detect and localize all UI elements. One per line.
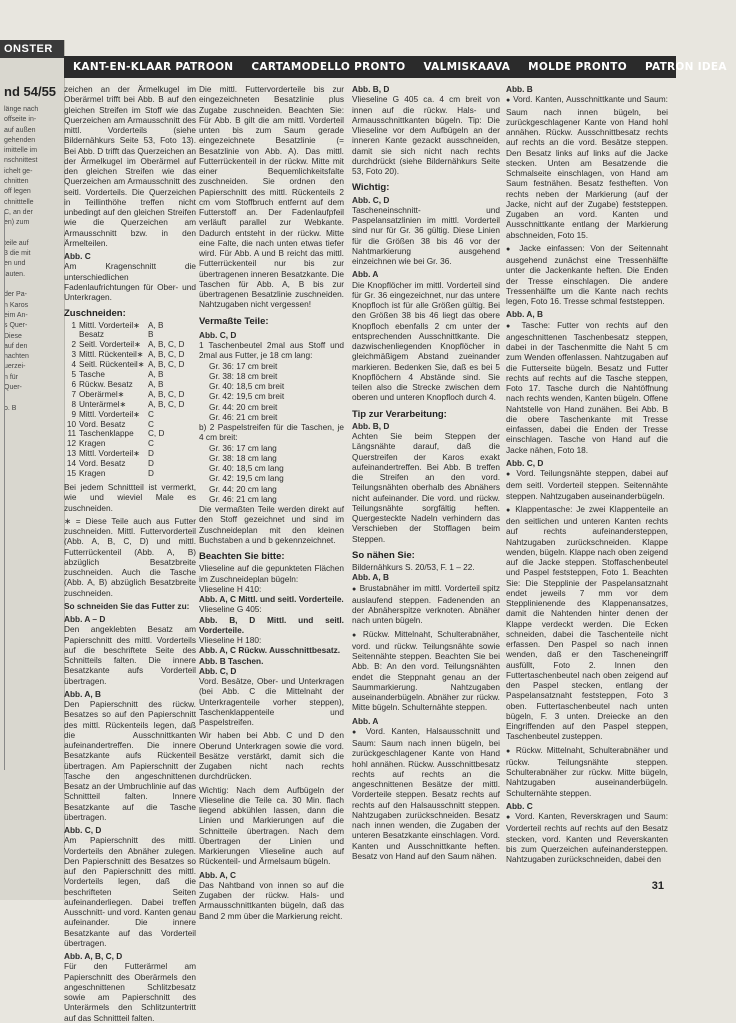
part-name: Mittl. Vorderteil∗ (79, 449, 141, 459)
part-name: Mittl. Rückenteil∗ (79, 350, 144, 360)
size-item: Gr. 46: 21 cm breit (209, 411, 278, 422)
paragraph: Achten Sie beim Steppen der Längsnähte darauf, daß die Querstreifen der Karos exakt aufeinandertreffen. Bei Abb. B treffen die Streifen an den vord. Teilungsnähten oberhalb des Abnähers nicht aufeinander. Die vord. und rückw. Teilungsnähte sorgfältig heften. Quergesteckte Nadeln verhindern das Verschieben der Stofflagen beim Steppen. (352, 431, 500, 544)
figure-ref: Abb. B (506, 84, 533, 94)
paragraph: Die mittl. Futtervorderteile bis zur eingezeichneten Besatzlinie plus Zugabe zuschneiden. Beachten Sie: Für Abb. B gilt die am mittl. Vorderteil unten bis zum Saum gerade eingezeichnete Besatzlinie (= Besatzlinie von Abb. A). Das mittl. Futterrückenteil in der rückw. Mitte mit einer Bequemlichkeitsfalte zuschneiden. Sie ordnen den Papierschnitt des mittl. Rückenteils 2 cm vom Stoffbruch entfernt auf dem Futterstoff an. Der Fadenlaufpfeil verläuft parallel zur Webkante. Dadurch entsteht in der rückw. Mitte eine Falte, die nach unten etwas tiefer wird. Für Abb. A und B reicht das mittl. Futterrückenteil nur bis zur übertragenen inneren Besatzkante. Die Taschen für Abb. A, B bis zur übertragenen Besatzlinie zuschneiden. Nahtzugaben nicht vergessen! (199, 84, 344, 310)
interfacing-line: Abb. A, C Rückw. Ausschnittbesatz. (199, 645, 341, 656)
previous-page-line: Diese (4, 332, 22, 340)
paragraph: Bei jedem Schnittteil ist vermerkt, wie und wieviel Male es zuschneiden. (64, 482, 196, 513)
previous-page-line: ichelt ge- (4, 167, 33, 175)
part-views: A, B, C, D (148, 399, 185, 409)
part-name: Seitl. Rückenteil∗ (79, 360, 145, 370)
part-number (64, 330, 79, 340)
parts-row (64, 330, 196, 340)
part-number: 14 (66, 459, 76, 469)
banner-label: PATRON IDEA (644, 61, 727, 73)
previous-page-line: en) zum (4, 219, 30, 227)
section-heading: Vermaßte Teile: (199, 315, 269, 327)
paragraph: Die Knopflöcher im mittl. Vorderteil sind für Gr. 36 eingezeichnet, nur das untere Knopfloch ist für alle Größen gültig. Bei den Größen 38 bis 46 liegt das obere Knopfloch ebenfalls 2 cm unter der entsprechenden Ausschnittkante. Die dazwischenliegenden Knopflöcher in gleichmäßigem Abstand zueinander markieren. Bedenken Sie, daß es bei 5 Knopflöchern 4 Abstände sind. Sie teilen also die Strecke zwischen dem oberen und unteren Knopfloch durch 4. (352, 279, 500, 403)
previous-page-line: C, an der (4, 208, 33, 216)
parts-row (64, 459, 196, 469)
part-views: C (148, 419, 154, 429)
paragraph: Den angeklebten Besatz am Papierschnitt des mittl. Vorderteils auf die beschriftete Seite des Schnitteils falten. Die innere Besatzkante aufs Vorderteil übertragen. (64, 624, 196, 686)
previous-page-line: s Quer- (4, 322, 28, 330)
part-views: D (148, 469, 154, 479)
step-paragraph: ● Jacke einfassen: Von der Seitennaht ausgehend zunächst eine Tressenhälfte unter die Jackenkante heften. Die Enden der Tresse einschlagen. Die andere Tressenhälfte um die Kante nach rechts legen, Foto 16. Tresse schmal feststeppen. (506, 243, 668, 307)
previous-page-line: gehenden (4, 136, 36, 144)
parts-row (64, 439, 196, 449)
interfacing-type: Vlieseline H 180: (199, 635, 262, 645)
part-views: C (148, 409, 154, 419)
size-item: Gr. 42: 19,5 cm breit (209, 391, 285, 402)
previous-page-line: teile auf (4, 239, 29, 247)
part-name: Unterärmel∗ (79, 399, 127, 409)
figure-ref: Abb. B, D (352, 420, 390, 431)
text-column-3 (352, 84, 500, 880)
size-item: Gr. 38: 18 cm breit (209, 370, 278, 381)
size-item: Gr. 40: 18,5 cm breit (209, 381, 285, 391)
part-number: 2 (71, 340, 76, 350)
parts-row (64, 390, 196, 400)
paragraph: Wir haben bei Abb. C und D den Oberund Unterkragen sowie die vord. Besätze verstärkt, damit sich die Zugaben nicht nach rechts durchdrücken. (199, 730, 344, 782)
size-item: Gr. 44: 20 cm lang (209, 483, 277, 494)
part-name: Tasche (79, 370, 105, 380)
size-item: Gr. 38: 18 cm lang (209, 452, 277, 463)
step-paragraph: ● Brustabnäher im mittl. Vorderteil spitz auslaufend steppen. Fadenenden an der Abnäherspitze verknoten. Abnäher nach unten bügeln. (352, 583, 500, 626)
previous-page-header: ONSTER (0, 40, 64, 58)
part-number: 10 (66, 419, 76, 429)
part-number: 9 (71, 409, 76, 419)
step-paragraph: ● Vord. Kanten, Halsausschnitt und Saum: Saum nach innen bügeln, bei zurückgeschlagener Kante von Hand hohl annähen. Rückw. Ausschnittbesatz rechts auf rechts an die angeschnittenen Besätze der mittl. Vorderteile steppen. Besatz rechts auf rechts auf den Halsausschnitt steppen. Nahtzugaben zurückschneiden. Besatz nach innen wenden, die Zugaben der unteren Besatzkante einschlagen. Vord. Kanten und Ausschnittkante heften. Besatz von Hand auf den Saum nähen. (352, 726, 500, 861)
previous-page-line: uerzei- (4, 363, 26, 371)
interfacing-line: Abb. B Taschen. (199, 655, 264, 666)
size-item: Gr. 40: 18,5 cm lang (209, 463, 284, 473)
part-name: Vord. Besatz (79, 459, 126, 469)
parts-row (64, 340, 196, 350)
previous-page-line: lauten. (4, 270, 26, 278)
part-name: Vord. Besatz (79, 419, 126, 429)
part-number: 12 (66, 439, 76, 449)
previous-page-line: n für (4, 373, 19, 381)
part-number: 8 (71, 399, 76, 409)
size-list (209, 361, 344, 423)
banner-label: KANT-EN-KLAAR PATROON (73, 61, 234, 73)
course-reference: Bildernähkurs S. 20/53, F. 1 – 22. (352, 562, 475, 572)
part-name: Kragen (79, 439, 106, 449)
figure-ref: Abb. C (64, 251, 91, 261)
section-heading: Wichtig: (352, 182, 390, 194)
part-name: Kragen (79, 469, 106, 479)
banner-label: MOLDE PRONTO (528, 61, 627, 73)
figure-ref: Abb. A, B (506, 309, 544, 320)
previous-page-title: nd 54/55 (4, 84, 57, 99)
step-paragraph: ● Tasche: Futter von rechts auf den angeschnittenen Taschenbesatz steppen, dabei in der Taschenmitte die Naht 5 cm zum Wenden offenlassen. Nahtzugaben auf die Futterseite bügeln. Besatz und Futter rechts auf rechts auf die Tasche steppen, Foto 17. Tasche durch die Nahtöffnung nach rechts wenden, Kanten bügeln. Offene Nahtstelle von Hand zunähen. Bei Abb. B die obere Taschenkante mit Tresse einfassen, dabei die Enden der Tresse einschlagen. Tasche von Hand auf die Jacke nähen, Foto 18. (506, 320, 668, 455)
part-views: D (148, 449, 154, 459)
section-heading: Beachten Sie bitte: (199, 551, 285, 562)
section-heading: So nähen Sie: (352, 549, 415, 561)
parts-row (64, 420, 196, 430)
part-number: 11 (67, 429, 76, 439)
parts-row (64, 429, 196, 439)
figure-ref: Abb. A, B, C, D (64, 951, 123, 961)
parts-row (64, 360, 196, 370)
part-views: A, B, C, D (148, 360, 185, 370)
part-name: Taschenklappe (79, 429, 134, 439)
previous-page-line: eim An- (4, 311, 28, 319)
previous-page-line: offseite in- (4, 116, 37, 124)
paragraph: Am Papierschnitt des mittl. Vorderteils den Abnäher zulegen. Den Papierschnitt des Besatzes so auf den Papierschnitt des mittl. Vorderteils legen, daß die beschrifteten Seiten aufeinanderliegen. Dabei treffen Ausschnitt- und vord. Kanten genau aufeinander. Die innere Besatzkante auf das Vorderteil übertragen. (64, 835, 196, 948)
figure-ref: Abb. A, B (352, 572, 390, 583)
paragraph: Vord. Besätze, Ober- und Unterkragen (bei Abb. C die Mittelnaht der Unterkragenteile vorher steppen), Taschenklappenteile und Paspelstreifen. (199, 676, 344, 727)
part-number: 3 (71, 350, 76, 360)
part-number: 13 (66, 449, 76, 459)
paragraph: Den Papierschnitt des rückw. Besatzes so auf den Papierschnitt des mittl. Rückenteils legen, daß die Ausschnittkanten aufeinandertreffen. Die innere Besatzkante aufs Rückenteil übertragen. Am Papierschnitt der Tasche den angeschnittenen Besatz an der Umbruchlinie auf das Schnittteil falten. Innere Besatzkante auf die Tasche übertragen. (64, 699, 196, 822)
paragraph: zeichen an der Ärmelkugel im Oberärmel trifft bei Abb. B auf den gleichen Streifen im Stoff wie das Querzeichen am Armausschnitt des mittl. Vorderteils (siehe Bildernähkurs Seite 53, Foto 13). Bei Abb. D trifft das Querzeichen an der Ärmelkugel im Oberärmel auf den gleichen Streifen wie das Querzeichen am Armausschnitt des seitl. Vorderteils. Die Querzeichen in Teillinthöhe treffen nicht unbedingt auf den gleichen Streifen wie die Querzeichen am Armausschnitt bzw. in den Ärmelteilen. (64, 84, 196, 248)
paragraph: b) 2 Paspelstreifen für die Taschen, je 4 cm breit: (199, 422, 344, 443)
paragraph: Wichtig: Nach dem Aufbügeln der Vlieseline die Teile ca. 30 Min. flach liegend abkühlen lassen, dann die Linien und Markierungen auf die Schnitteile übertragen. Nach dem Übertragen der Linien und Markierungen Vlieseline auch auf Rückenteil- und Ärmelsaum bügeln. (199, 784, 344, 867)
parts-row (64, 400, 196, 410)
step-paragraph: ● Rückw. Mittelnaht, Schulterabnäher, vord. und rückw. Teilungsnähte sowie Seitennähte steppen. Beachten Sie bei Abb. B: An den vord. Teilungsnähten endet die Steppnaht genau an der Saummarkierung. Nahtzugaben auseinanderbügeln. Abnäher zur rückw. Mitte bügeln. Schulternähte steppen. (352, 629, 500, 713)
part-views: A, B, C, D (148, 350, 185, 360)
part-number: 7 (71, 389, 76, 399)
previous-page-line: n Karos (4, 301, 29, 309)
interfacing-line: Abb. B, D Mittl. und seitl. Vorderteile. (199, 614, 344, 635)
part-name: Rückw. Besatz (79, 379, 133, 389)
figure-ref: Abb. C (506, 800, 533, 811)
previous-page-line: nachten (4, 353, 29, 361)
banner-label: VALMISKAAVA (423, 61, 511, 73)
part-number: 4 (71, 360, 76, 370)
banner-label: CARTAMODELLO PRONTO (251, 61, 406, 73)
previous-page-line: auf den (4, 342, 28, 350)
previous-page-line: Quer- (4, 384, 22, 392)
page-number: 31 (651, 880, 664, 892)
part-views: C (148, 439, 154, 449)
size-item: Gr. 46: 21 cm lang (209, 493, 277, 504)
figure-ref: Abb. A, B (64, 688, 102, 699)
part-name: Mittl. Vorderteil∗ (79, 320, 141, 330)
previous-page-line: auf außen (4, 126, 36, 134)
part-number: 6 (71, 379, 76, 389)
section-heading: Zuschneiden: (64, 308, 126, 320)
section-subheading: So schneiden Sie das Futter zu: (64, 600, 190, 611)
interfacing-line: Abb. A, C Mittl. und seitl. Vorderteile. (199, 594, 344, 604)
figure-ref: Abb. C, D (199, 665, 237, 676)
parts-row (64, 449, 196, 459)
part-views: D (148, 459, 154, 469)
figure-ref: Abb. A (352, 269, 379, 280)
part-views: A, B, C, D (148, 389, 185, 399)
part-number: 1 (71, 320, 76, 330)
figure-ref: Abb. A, C (199, 869, 237, 880)
pattern-banner (64, 56, 727, 78)
paragraph: Tascheneinschnitt- und Paspelansatzlinien im mittl. Vorderteil sind nur für Gr. 36 gültig. Diese Linien für die Größen 38 bis 46 vor der Nahtmarkierung ausgehend einzeichnen wie bei Gr. 36. (352, 204, 500, 266)
part-name: Oberärmel∗ (79, 389, 125, 399)
pattern-drawing-fragment (4, 210, 55, 770)
previous-page-line: chnitten (4, 178, 29, 186)
paragraph: Am Kragenschnitt die unterschiedlichen Fadenlaufrichtungen für Ober- und Unterkragen. (64, 261, 196, 302)
interfacing-type: Vlieseline G 405: (199, 604, 262, 615)
figure-ref: Abb. A (352, 715, 379, 726)
part-name: Mittl. Vorderteil∗ (79, 409, 141, 419)
interfacing-type: Vlieseline H 410: (199, 583, 262, 594)
part-name: Seitl. Vorderteil∗ (79, 340, 141, 350)
figure-ref: Abb. C, D (199, 329, 237, 340)
size-item: Gr. 36: 17 cm breit (209, 360, 278, 371)
parts-row (64, 410, 196, 420)
paragraph: Die vermaßten Teile werden direkt auf den Stoff gezeichnet und sind im Zuschneideplan mit den kleinen Buchstaben a und b gekennzeichnet. (199, 504, 344, 545)
previous-page-line: off legen (4, 188, 31, 196)
paragraph: ∗ = Diese Teile auch aus Futter zuschneiden. Mittl. Futtervorderteil (Abb. A, B, C, D) und mittl. Futterrückenteil (Abb. A, B) abzüglich Besatzbreite zuschneiden. Auch die Tasche (Abb. A, B) abzüglich Besatzbreite zuschneiden. (64, 515, 196, 598)
step-paragraph: ● Vord. Teilungsnähte steppen, dabei auf dem seitl. Vorderteil steppen. Seitennähte steppen. Nahtzugaben auseinanderbügeln. (506, 468, 668, 501)
step-paragraph: ● Vord. Kanten, Reverskragen und Saum: Vorderteil rechts auf rechts auf den Besatz stecken, vord. Kanten und Reverskanten bis zum Querzeichen aufeinandersteppen. Nahtzugaben zurückschneiden, dabei den (506, 811, 668, 864)
text-column-1 (64, 84, 196, 1023)
parts-row (64, 469, 196, 479)
previous-page-line: 3 die mit (4, 250, 31, 258)
step-paragraph: ● Klappentasche: Je zwei Klappenteile an den seitlichen und unteren Kanten rechts auf rechts aufeinandersteppen, Nahtzugaben zurückschneiden. Klappe wenden, bügeln. Klappe nach oben zeigend auf die Jacke steppen. Stoffaschenbeutel und Paspel feststeppen, Foto 1. Beachten Sie: Die Stepplinie der Paspelansatznaht endet jeweils 7 mm vor dem Stepplinienende des Klappenansatzes, damit die Nahtenden hinter denen der Klappe verdeckt werden. Die Ecken schneiden, dabei die Taschenteile nicht erfassen. Den Paspel so nach innen wenden, daß er den Tascheneingriff ausfüllt, Foto 2. Innen den Futtertaschenbeutel nach oben zeigend auf den Paspel stecken, entlang der Paspelansatznaht feststeppen, Foto 3 oben. Futtertaschenbeutel nach unten bügeln, F. 3 unten. Dreiecke an den Eingriffenden auf den Paspel steppen, Taschenbeutel zusteppen. (506, 504, 668, 742)
part-views: B (148, 330, 154, 340)
step-paragraph: ● Rückw. Mittelnaht, Schulterabnäher und rückw. Teilungsnähte steppen. Schulterabnäher zur rückw. Mitte bügeln, Nahtzugaben auseinanderbügeln. Schulternähte steppen. (506, 745, 668, 798)
size-item: Gr. 36: 17 cm lang (209, 442, 277, 453)
parts-list (64, 321, 196, 480)
size-list (209, 443, 344, 505)
paragraph: 1 Taschenbeutel 2mal aus Stoff und 2mal aus Futter, je 18 cm lang: (199, 340, 344, 361)
previous-page-strip (0, 40, 65, 900)
paragraph: Vlieseline G 405 ca. 4 cm breit von innen auf die rückw. Hals- und Armausschnittkanten bügeln. Tip: Die Vlieseline vor dem Aufbügeln an der inneren Kante gezackt ausschneiden, damit sie sich nicht nach rechts durchdrückt (siehe Bildernähkurs Seite 53, Foto 20). (352, 94, 500, 176)
figure-ref: Abb. C, D (64, 825, 102, 835)
previous-page-line: chnitttelle (4, 198, 34, 206)
figure-ref: Abb. A – D (64, 614, 106, 624)
part-name: Besatz (79, 330, 105, 340)
previous-page-line: der Pa- (4, 291, 27, 299)
part-views: A, B (148, 370, 164, 380)
part-number: 15 (66, 469, 76, 479)
figure-ref: Abb. C, D (352, 194, 390, 205)
part-views: A, B (148, 379, 164, 389)
figure-ref: Abb. B, D (352, 84, 390, 94)
paragraph: Für den Futterärmel am Papierschnitt des Oberärmels den angeschnittenen Schlitzbesatz sowie am Papierschnitt des Unterärmels den Schlitzuntertritt auf das Schnittteil falten. (64, 961, 196, 1023)
part-views: C, D (148, 429, 165, 439)
previous-page-line: imittelle im (4, 147, 38, 155)
parts-row (64, 350, 196, 360)
part-number: 5 (71, 370, 76, 380)
previous-page-line: en und (4, 260, 26, 268)
parts-row (64, 321, 196, 331)
step-paragraph: ● Vord. Kanten, Ausschnittkante und Saum: Saum nach innen bügeln, bei zurückgeschlagener Kante von Hand hohl annähen. Rückw. Ausschnittbesatz rechts auf rechts an die vord. Besätze steppen. Den Besatz links auf links auf die Jacke stecken. Unten am Besatzende die Schmalseite einschlagen, von Hand am Saum festnähen. Besatz festheften. Von rechts neben der Markierung (auf der Jacke, nicht auf der Zugabe) feststeppen. Zugaben an vord. Kanten und Ausschnittkante entlang der Markierung abschneiden, Foto 15. (506, 94, 668, 240)
size-item: Gr. 42: 19,5 cm lang (209, 473, 284, 484)
paragraph: Das Nahtband von innen so auf die Zugaben der rückw. Hals- und Armausschnittkanten bügeln, daß das Band 2 mm über die Markierung reicht. (199, 879, 344, 921)
previous-page-line: länge nach (4, 106, 39, 113)
text-column-2 (199, 84, 344, 921)
previous-page-line: o. B (4, 404, 17, 412)
paragraph: Vlieseline auf die gepunkteten Flächen im Zuschneideplan bügeln: (199, 563, 344, 584)
size-item: Gr. 44: 20 cm breit (209, 401, 278, 412)
part-views: A, B, C, D (148, 340, 185, 350)
parts-row (64, 380, 196, 390)
figure-ref: Abb. C, D (506, 457, 544, 468)
section-heading: Tip zur Verarbeitung: (352, 408, 447, 420)
text-column-4 (506, 84, 668, 880)
part-views: A, B (148, 320, 164, 330)
parts-row (64, 370, 196, 380)
previous-page-line: nschnittest (4, 157, 38, 165)
